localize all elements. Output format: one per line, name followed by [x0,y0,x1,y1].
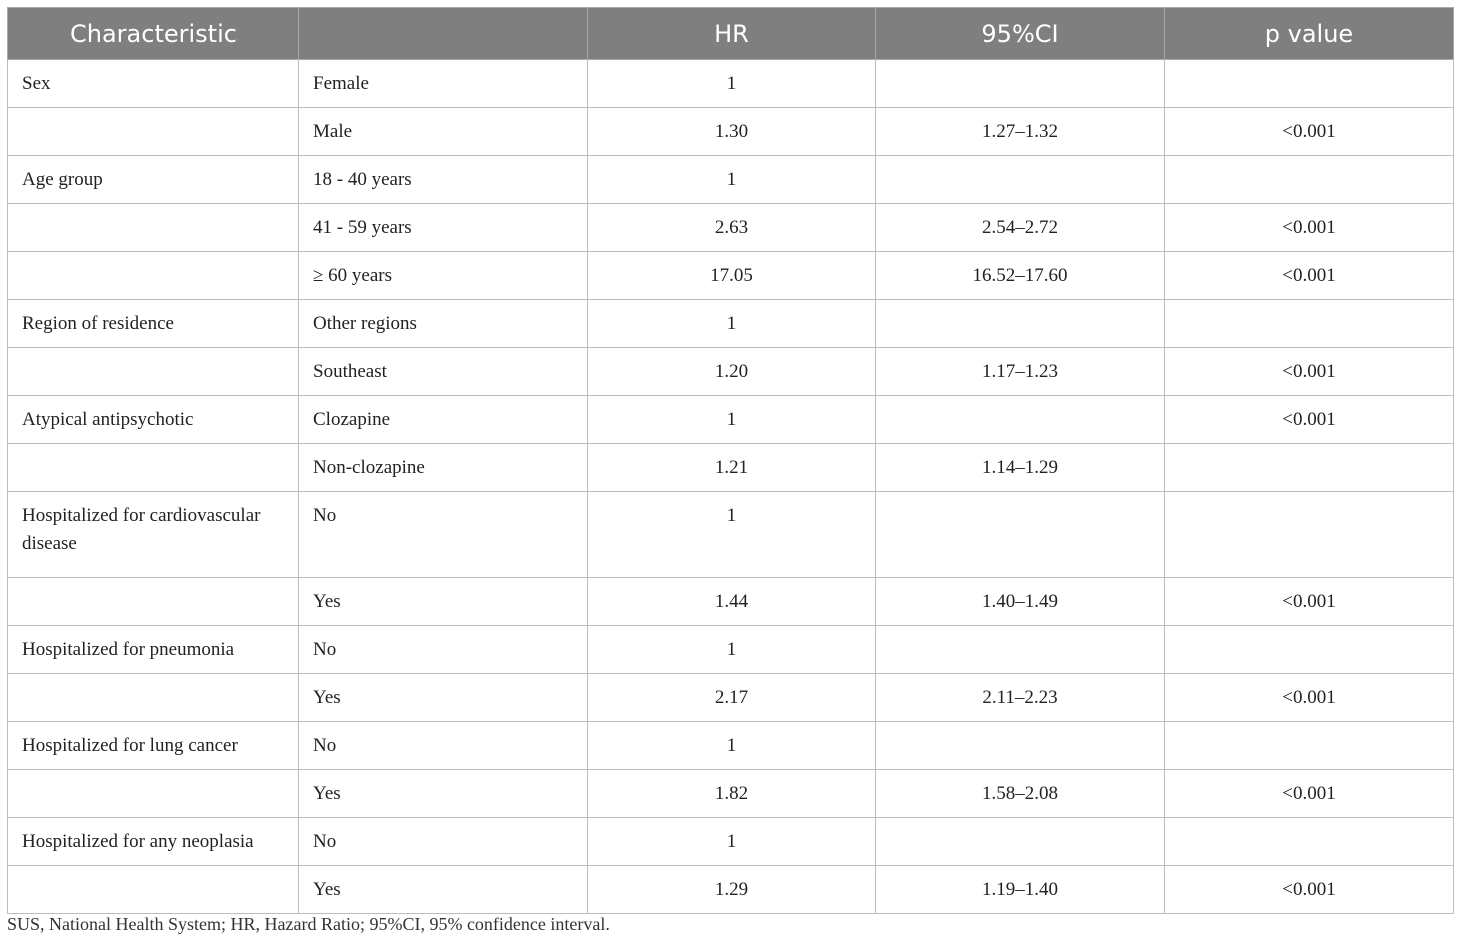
header-hr: HR [588,8,876,60]
cell-p-value [1165,300,1454,348]
cell-p-value [1165,492,1454,578]
header-ci: 95%CI [876,8,1165,60]
cell-characteristic: Sex [8,60,299,108]
cell-level: No [299,722,588,770]
cell-level: No [299,818,588,866]
cell-p-value: <0.001 [1165,674,1454,722]
table-row [8,108,1454,156]
cell-level: Male [299,108,588,156]
cell-level: Southeast [299,348,588,396]
cell-p-value [1165,444,1454,492]
table-footnote: SUS, National Health System; HR, Hazard Ratio; 95%CI, 95% confidence interval. [7,914,610,934]
cell-p-value [1165,60,1454,108]
cell-characteristic: Atypical antipsychotic [8,396,299,444]
cell-ci: 2.54–2.72 [876,204,1165,252]
cell-characteristic: Region of residence [8,300,299,348]
cell-ci [876,722,1165,770]
cell-characteristic: Hospitalized for cardiovascular disease [8,492,299,578]
cell-hr: 1 [588,626,876,674]
cell-ci: 1.58–2.08 [876,770,1165,818]
table-row [8,156,1454,204]
cell-characteristic [8,108,299,156]
cell-hr: 1 [588,492,876,578]
cell-hr: 2.63 [588,204,876,252]
cell-ci [876,156,1165,204]
cell-characteristic [8,348,299,396]
cell-ci: 1.14–1.29 [876,444,1165,492]
cell-hr: 17.05 [588,252,876,300]
cell-characteristic [8,578,299,626]
cell-hr: 1 [588,396,876,444]
header-p-value: p value [1165,8,1454,60]
cell-characteristic: Hospitalized for any neoplasia [8,818,299,866]
cell-p-value [1165,722,1454,770]
table-row [8,770,1454,818]
cell-ci [876,396,1165,444]
cell-characteristic [8,204,299,252]
header-characteristic: Characteristic [8,8,299,60]
cell-level: Other regions [299,300,588,348]
cell-level: No [299,492,588,578]
cell-characteristic: Hospitalized for lung cancer [8,722,299,770]
cell-characteristic: Hospitalized for pneumonia [8,626,299,674]
table-row [8,348,1454,396]
cell-level: No [299,626,588,674]
table-row [8,818,1454,866]
table-row [8,722,1454,770]
cell-ci: 1.27–1.32 [876,108,1165,156]
cell-level: Yes [299,578,588,626]
cell-level: 41 - 59 years [299,204,588,252]
cell-ci [876,300,1165,348]
cell-ci [876,626,1165,674]
cell-hr: 1 [588,300,876,348]
cell-characteristic [8,444,299,492]
cell-level: ≥ 60 years [299,252,588,300]
cell-ci: 1.19–1.40 [876,866,1165,914]
cell-characteristic [8,866,299,914]
cell-ci [876,818,1165,866]
table-row [8,204,1454,252]
cell-characteristic [8,770,299,818]
table-row [8,252,1454,300]
cell-hr: 2.17 [588,674,876,722]
cell-level: Female [299,60,588,108]
cell-hr: 1 [588,60,876,108]
cell-hr: 1 [588,818,876,866]
table-row [8,60,1454,108]
header-level [299,8,588,60]
cell-hr: 1.29 [588,866,876,914]
cell-characteristic: Age group [8,156,299,204]
cell-characteristic [8,252,299,300]
cell-ci [876,60,1165,108]
cell-p-value: <0.001 [1165,348,1454,396]
cell-p-value: <0.001 [1165,578,1454,626]
cell-hr: 1 [588,156,876,204]
table-row [8,492,1454,578]
hazard-ratio-table [7,7,1454,914]
cell-hr: 1.21 [588,444,876,492]
cell-characteristic [8,674,299,722]
cell-p-value: <0.001 [1165,770,1454,818]
cell-hr: 1.44 [588,578,876,626]
cell-level: 18 - 40 years [299,156,588,204]
cell-hr: 1.20 [588,348,876,396]
cell-ci: 1.17–1.23 [876,348,1165,396]
cell-p-value: <0.001 [1165,396,1454,444]
cell-ci: 2.11–2.23 [876,674,1165,722]
cell-p-value [1165,156,1454,204]
cell-p-value: <0.001 [1165,204,1454,252]
cell-p-value: <0.001 [1165,108,1454,156]
table-row [8,300,1454,348]
table-row [8,578,1454,626]
cell-ci: 16.52–17.60 [876,252,1165,300]
cell-p-value: <0.001 [1165,252,1454,300]
cell-level: Yes [299,866,588,914]
cell-ci: 1.40–1.49 [876,578,1165,626]
cell-level: Yes [299,770,588,818]
table-row [8,396,1454,444]
cell-level: Clozapine [299,396,588,444]
cell-hr: 1.30 [588,108,876,156]
results-table-container [7,7,1453,914]
table-row [8,626,1454,674]
table-header-row [8,8,1454,60]
cell-p-value: <0.001 [1165,866,1454,914]
cell-ci [876,492,1165,578]
cell-level: Non-clozapine [299,444,588,492]
table-row [8,866,1454,914]
cell-level: Yes [299,674,588,722]
cell-p-value [1165,626,1454,674]
cell-hr: 1 [588,722,876,770]
cell-hr: 1.82 [588,770,876,818]
table-row [8,444,1454,492]
table-row [8,674,1454,722]
cell-p-value [1165,818,1454,866]
